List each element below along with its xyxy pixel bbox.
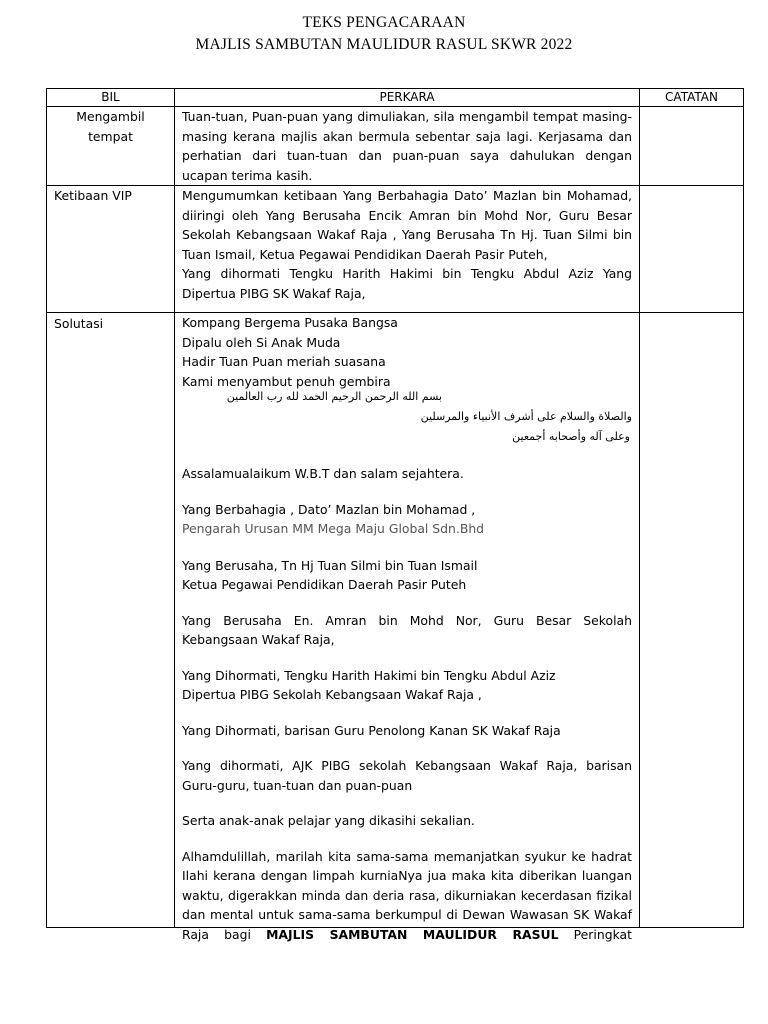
script-table (46, 88, 744, 942)
pantun-line: Hadir Tuan Puan meriah suasana (182, 354, 386, 369)
ketibaan-pibg-paragraph: Yang dihormati Tengku Harith Hakimi bin Tengku Abdul Aziz Yang Dipertua PIBG SK Wakaf Raja, (182, 266, 632, 301)
syukur-text: Alhamdulillah, marilah kita sama-sama memanjatkan syukur ke hadrat Ilahi kerana dengan limpah kurniaNya jua maka kita diberikan luangan waktu, digerakkan minda dan deria rasa, dikurniakan kecerdasan fizikal dan mental untuk sama-sama berkumpul di Dewan Wawasan SK Wakaf Raja bagi (182, 848, 632, 942)
table-header-row (47, 89, 744, 107)
row-text-ketibaan-vip (175, 186, 640, 313)
syukur-tail: Peringkat (573, 926, 632, 942)
row-catatan (640, 186, 744, 313)
guru-besar-paragraph: Yang Berusaha En. Amran bin Mohd Nor, Guru Besar Sekolah Kebangsaan Wakaf Raja, (182, 612, 632, 647)
table-row (47, 107, 744, 186)
ketibaan-paragraph: Mengumumkan ketibaan Yang Berbahagia Dato’ Mazlan bin Mohamad, diiringi oleh Yang Berusaha Encik Amran bin Mohd Nor, Guru Besar Sekolah Kebangsaan Wakaf Raja , Yang Berusaha Tn Hj. Tuan Silmi bin Tuan Ismail, Ketua Pegawai Pendidikan Daerah Pasir Puteh, (182, 188, 632, 262)
ajk-paragraph: Yang dihormati, AJK PIBG sekolah Kebangsaan Wakaf Raja, barisan Guru-guru, tuan-tuan dan puan-puan (182, 758, 632, 793)
arabic-line: والصلاة والسلام على أشرف الأنبياء والمرسلين (420, 410, 632, 423)
column-header-catatan: CATATAN (640, 89, 744, 107)
pibg-title-line: Dipertua PIBG Sekolah Kebangsaan Wakaf Raja , (182, 687, 482, 702)
row-catatan (640, 313, 744, 928)
row-text-solutasi (175, 313, 640, 942)
row-text-mengambil-tempat: Tuan-tuan, Puan-puan yang dimuliakan, sila mengambil tempat masing-masing kerana majlis akan bermula sebentar saja lagi. Kerjasama dan perhatian dari tuan-tuan dan puan-puan saya dahulukan dengan ucapan terima kasih. (175, 107, 640, 186)
row-label-solutasi: Solutasi (47, 313, 175, 928)
pantun-line: Dipalu oleh Si Anak Muda (182, 334, 341, 350)
row-catatan (640, 107, 744, 186)
table-row (47, 313, 744, 928)
row-label-ketibaan-vip: Ketibaan VIP (47, 186, 175, 313)
document-subtitle: MAJLIS SAMBUTAN MAULIDUR RASUL SKWR 2022 (195, 36, 573, 53)
dato-title-line: Pengarah Urusan MM Mega Maju Global Sdn.Bhd (182, 521, 485, 536)
pantun-line: Kompang Bergema Pusaka Bangsa (182, 315, 398, 330)
row-label-mengambil-tempat: Mengambil tempat (47, 107, 175, 186)
gpk-line: Yang Dihormati, barisan Guru Penolong Kanan SK Wakaf Raja (182, 722, 561, 738)
pibg-line: Yang Dihormati, Tengku Harith Hakimi bin Tengku Abdul Aziz (182, 667, 556, 683)
ppd-title-line: Ketua Pegawai Pendidikan Daerah Pasir Puteh (182, 577, 467, 592)
syukur-paragraph (182, 847, 632, 942)
document-title: TEKS PENGACARAAN (302, 14, 466, 31)
salam-line: Assalamualaikum W.B.T dan salam sejahtera. (182, 466, 464, 481)
pantun-line: Kami menyambut penuh gembira (182, 373, 391, 389)
column-header-perkara: PERKARA (175, 89, 640, 107)
column-header-bil: BIL (47, 89, 175, 107)
arabic-line: وعلى آله وأصحابه أجمعين (512, 430, 630, 443)
syukur-bold-event: MAJLIS SAMBUTAN MAULIDUR RASUL (266, 926, 559, 942)
dato-line: Yang Berbahagia , Dato’ Mazlan bin Mohamad , (182, 501, 476, 517)
arabic-line: بسم الله الرحمن الرحيم الحمد لله رب العالمين (226, 390, 442, 403)
table-row (47, 186, 744, 313)
murid-line: Serta anak-anak pelajar yang dikasihi sekalian. (182, 813, 475, 828)
ppd-line: Yang Berusaha, Tn Hj Tuan Silmi bin Tuan Ismail (182, 557, 478, 573)
